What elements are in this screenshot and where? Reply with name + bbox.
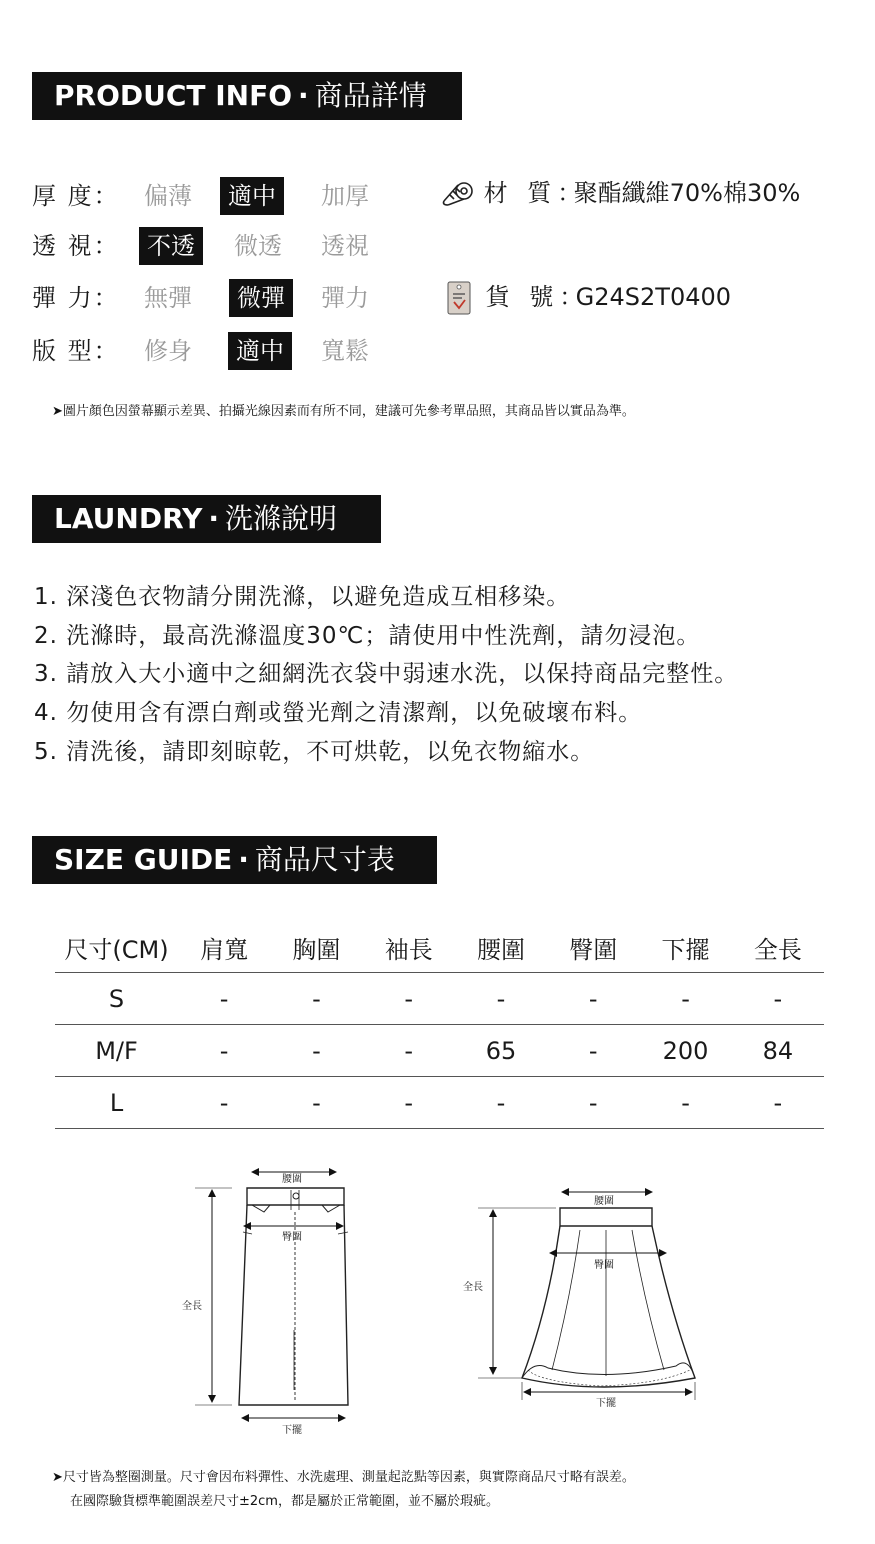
table-cell: L [55, 1077, 178, 1129]
waist-label: 腰圍 [594, 1196, 614, 1207]
item-number-label: 貨 號： [485, 283, 590, 311]
size-guide-title-en: SIZE GUIDE [54, 843, 233, 876]
table-cell: - [363, 1077, 455, 1129]
material-value: 聚酯纖維70%棉30% [573, 179, 801, 207]
laundry-item: 4. 勿使用含有漂白劑或螢光劑之清潔劑，以免破壞布料。 [34, 700, 643, 726]
color-disclaimer-note: ➤圖片顏色因螢幕顯示差異、拍攝光線因素而有所不同，建議可先參考單品照，其商品皆以實品為準。 [52, 404, 635, 419]
title-separator: · [238, 843, 249, 876]
table-cell: M/F [55, 1025, 178, 1077]
attribute-option: 無彈 [144, 284, 192, 312]
laundry-item: 1. 深淺色衣物請分開洗滌，以避免造成互相移染。 [34, 584, 571, 610]
size-note-line1: ➤尺寸皆為整圈測量。尺寸會因布料彈性、水洗處理、測量起訖點等因素，與實際商品尺寸略有誤差。 [52, 1470, 635, 1485]
table-cell: - [270, 1025, 362, 1077]
attribute-option: 加厚 [321, 182, 369, 210]
table-cell: - [270, 973, 362, 1025]
material-label: 材 質： [483, 179, 588, 207]
table-cell: - [639, 973, 731, 1025]
column-header: 腰圍 [455, 922, 547, 973]
table-cell: 65 [455, 1025, 547, 1077]
attribute-option-selected: 適中 [220, 177, 284, 215]
table-cell: S [55, 973, 178, 1025]
column-header: 胸圍 [270, 922, 362, 973]
straight-skirt-diagram [239, 1188, 348, 1405]
product-info-title-en: PRODUCT INFO [54, 79, 293, 112]
column-header: 下擺 [639, 922, 731, 973]
a-line-skirt-diagram [522, 1208, 695, 1387]
column-header: 全長 [732, 922, 824, 973]
attribute-option-selected: 適中 [228, 332, 292, 370]
table-row [55, 1077, 824, 1129]
table-cell: - [455, 1077, 547, 1129]
table-cell: - [732, 1077, 824, 1129]
size-guide-title [32, 836, 437, 884]
column-header: 臀圍 [547, 922, 639, 973]
laundry-title-en: LAUNDRY [54, 502, 203, 535]
size-table-header-row [55, 922, 824, 973]
table-cell: - [455, 973, 547, 1025]
fabric-roll-icon [440, 179, 476, 209]
attribute-option: 偏薄 [144, 182, 192, 210]
attribute-label: 版 型： [32, 337, 120, 365]
hem-label: 下擺 [596, 1398, 616, 1409]
attribute-option-selected: 不透 [139, 227, 203, 265]
item-number-value: G24S2T0400 [575, 283, 732, 311]
table-row [55, 973, 824, 1025]
table-cell: - [363, 1025, 455, 1077]
table-cell: - [178, 973, 270, 1025]
item-number-spec [446, 277, 731, 316]
hip-label: 臀圍 [282, 1232, 302, 1243]
laundry-item: 3. 請放入大小適中之細網洗衣袋中弱速水洗，以保持商品完整性。 [34, 661, 739, 687]
table-row [55, 1025, 824, 1077]
hem-label: 下擺 [282, 1425, 302, 1436]
column-header: 袖長 [363, 922, 455, 973]
table-cell: - [639, 1077, 731, 1129]
attribute-label: 彈 力： [32, 284, 120, 312]
title-separator: · [298, 79, 309, 112]
attribute-option: 修身 [144, 337, 192, 365]
table-cell: - [547, 1025, 639, 1077]
table-cell: 84 [732, 1025, 824, 1077]
laundry-title [32, 495, 381, 543]
measurement-diagram [0, 1150, 875, 1440]
attribute-label: 透 視： [32, 232, 120, 260]
waist-label: 腰圍 [282, 1174, 302, 1185]
hang-tag-icon [446, 280, 472, 316]
product-info-title [32, 72, 462, 120]
attribute-label: 厚 度： [32, 182, 120, 210]
column-header: 肩寬 [178, 922, 270, 973]
attribute-option: 微透 [234, 232, 282, 260]
attribute-option: 彈力 [321, 284, 369, 312]
table-cell: - [547, 973, 639, 1025]
table-cell: - [363, 973, 455, 1025]
column-header: 尺寸(CM) [55, 922, 178, 973]
straight-skirt-arrows [195, 1172, 345, 1418]
length-label: 全長 [463, 1282, 483, 1293]
length-label: 全長 [182, 1301, 202, 1312]
attribute-option: 寬鬆 [321, 337, 369, 365]
material-spec [440, 173, 800, 209]
size-guide-title-zh: 商品尺寸表 [254, 843, 395, 876]
table-cell: - [178, 1025, 270, 1077]
table-cell: - [547, 1077, 639, 1129]
attribute-option-selected: 微彈 [229, 279, 293, 317]
title-separator: · [208, 502, 220, 535]
table-cell: 200 [639, 1025, 731, 1077]
size-table [55, 922, 824, 1129]
table-cell: - [178, 1077, 270, 1129]
hip-label: 臀圍 [594, 1260, 614, 1271]
size-note-line2: 在國際驗貨標準範圍誤差尺寸±2cm，都是屬於正常範圍，並不屬於瑕疵。 [70, 1494, 499, 1509]
laundry-title-zh: 洗滌說明 [225, 502, 338, 535]
laundry-item: 2. 洗滌時，最高洗滌溫度30℃；請使用中性洗劑，請勿浸泡。 [34, 623, 701, 649]
product-info-title-zh: 商品詳情 [314, 79, 427, 112]
table-cell: - [270, 1077, 362, 1129]
laundry-item: 5. 清洗後，請即刻晾乾，不可烘乾，以免衣物縮水。 [34, 739, 595, 765]
attribute-option: 透視 [321, 232, 369, 260]
table-cell: - [732, 973, 824, 1025]
